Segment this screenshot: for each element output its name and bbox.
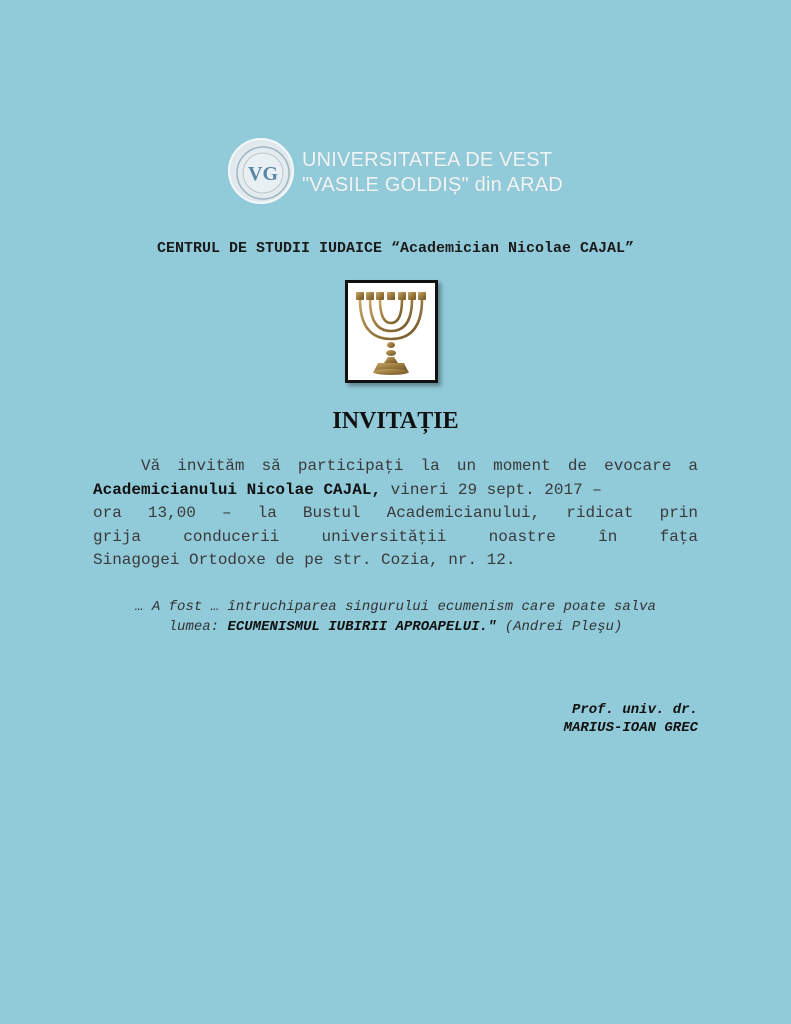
- signature: [564, 701, 698, 737]
- university-seal-icon: [228, 138, 294, 204]
- invitation-title: INVITAȚIE: [332, 408, 459, 434]
- university-logo: [228, 138, 568, 206]
- quote-emphasis: ECUMENISMUL IUBIRII APROAPELUI.": [227, 619, 497, 635]
- body-line-1: Vă invităm să participaţi la un moment de evocare a: [141, 457, 698, 475]
- event-date: vineri 29 sept. 2017 –: [381, 480, 602, 499]
- logo-university-city: "VASILE GOLDIȘ" din ARAD: [302, 174, 563, 196]
- signature-name: MARIUS-IOAN GREC: [563, 720, 698, 736]
- menorah-icon: [348, 283, 435, 380]
- quote-line-1: … A fost … întruchiparea singurului ecumenism care poate salva: [135, 599, 656, 615]
- body-line-2: [93, 479, 698, 503]
- quote-line-2: [93, 617, 698, 637]
- quote: [93, 597, 698, 637]
- logo-university-name: UNIVERSITATEA DE VEST: [302, 149, 553, 171]
- body-line-5: Sinagogei Ortodoxe de pe str. Cozia, nr. 12.: [93, 551, 516, 569]
- logo-monogram: VG: [248, 163, 278, 185]
- signature-title: Prof. univ. dr.: [571, 702, 698, 718]
- invitation-body: [93, 455, 698, 573]
- menorah-image: [345, 280, 438, 383]
- academician-name: Academicianului Nicolae CAJAL,: [93, 480, 382, 499]
- body-line-4: grija conducerii universităţii noastre în faţa: [93, 527, 698, 546]
- centre-title: CENTRUL DE STUDII IUDAICE “Academician Nicolae CAJAL”: [156, 240, 635, 257]
- quote-author: (Andrei Pleşu): [496, 619, 623, 635]
- body-line-3: ora 13,00 – la Bustul Academicianului, ridicat prin: [93, 504, 698, 522]
- quote-start: lumea:: [168, 619, 228, 635]
